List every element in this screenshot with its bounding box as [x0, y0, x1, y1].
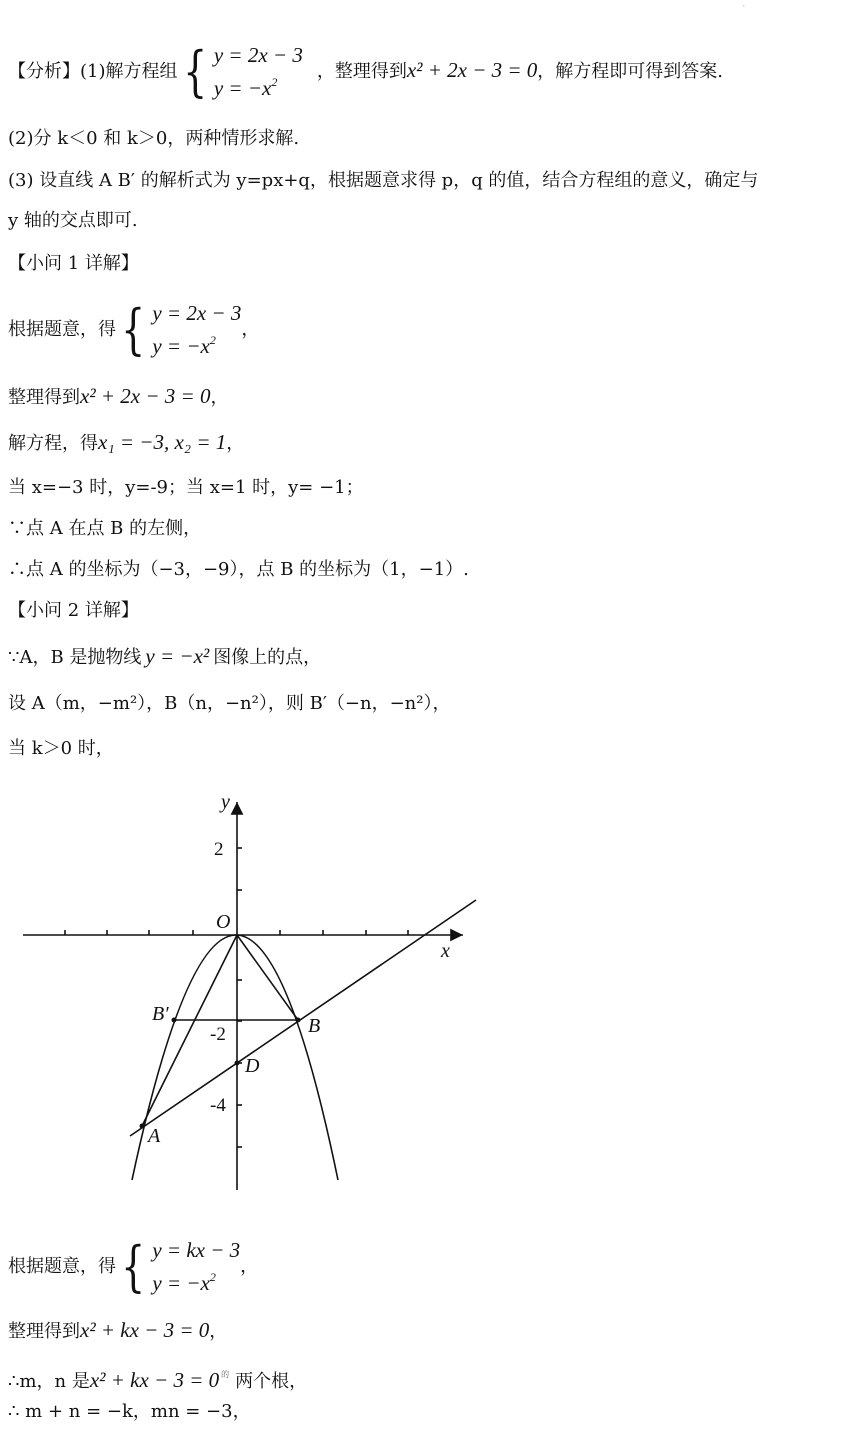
q2-line-6-equation: x² + kx − 3 = 0	[89, 1368, 220, 1392]
q1-line-3-prefix: 解方程，得	[8, 433, 98, 454]
q1-line-2	[8, 384, 228, 410]
q2-line-3: 当 k＞0 时，	[8, 738, 114, 759]
system-row-2: $y = -x^2$	[152, 1270, 216, 1295]
q2-line-6	[8, 1363, 307, 1394]
y-axis-label: y	[221, 791, 230, 813]
q2-line-1-prefix: ∵A，B 是抛物线	[8, 647, 142, 668]
q1-line-5: ∵点 A 在点 B 的左侧，	[8, 518, 202, 539]
q2-line-2: 设 A（m，−m²），B（n，−n²），则 B′（−n，−n²），	[8, 693, 451, 714]
q2-line-4-suffix: ，	[240, 1256, 259, 1277]
analysis-line-4: y 轴的交点即可.	[8, 210, 138, 231]
analysis-line-3: (3) 设直线 A B′ 的解析式为 y=px+q，根据题意求得 p，q 的值，结合方程组的意义，确定与	[8, 170, 759, 191]
parabola-curve	[132, 935, 338, 1180]
q2-line-6-prefix: ∴m，n 是	[8, 1371, 90, 1392]
parabola-figure	[18, 790, 488, 1190]
q1-line-3-suffix: ，	[226, 433, 245, 454]
brace: {	[121, 1235, 146, 1298]
system-row-1: y = 2x − 3	[213, 43, 303, 67]
q1-line-1-suffix: ，	[241, 319, 260, 340]
q1-line-3-equation: x₁ = −3, x₂ = 1	[98, 430, 227, 454]
q2-line-1-suffix: 图像上的点，	[213, 647, 322, 668]
point-b-prime-label: B′	[152, 1003, 169, 1025]
q2-line-5-suffix: ，	[209, 1321, 228, 1342]
q1-line-1	[8, 300, 259, 360]
q1-line-2-prefix: 整理得到	[8, 387, 80, 408]
q1-heading: 【小问 1 详解】	[8, 253, 139, 274]
q2-line-5-prefix: 整理得到	[8, 1321, 80, 1342]
q1-line-2-equation: x² + 2x − 3 = 0	[80, 384, 211, 408]
system-row-2: $y = -x^2$	[213, 75, 278, 100]
equation-system-q1	[116, 300, 241, 360]
brace: {	[182, 40, 207, 103]
q1-line-6: ∴点 A 的坐标为（−3，−9），点 B 的坐标为（1，−1）.	[8, 559, 469, 580]
point-a-label: A	[148, 1125, 161, 1147]
analysis-equation: x² + 2x − 3 = 0	[406, 58, 538, 82]
q2-line-1-equation: y = −x²	[145, 644, 210, 668]
tick-label-neg2: -2	[210, 1024, 226, 1045]
origin-label: O	[216, 911, 231, 933]
segment-ob	[237, 935, 298, 1020]
q2-line-4	[8, 1237, 258, 1297]
tick-label-2: 2	[214, 839, 224, 860]
q1-line-2-suffix: ，	[210, 387, 229, 408]
tick-label-neg4: -4	[210, 1095, 226, 1116]
analysis-prefix: 【分析】(1)解方程组	[8, 61, 178, 82]
q2-line-7: ∴ m + n = −k，mn = −3，	[8, 1401, 251, 1422]
point-b	[296, 1018, 301, 1023]
point-a	[140, 1124, 145, 1129]
q1-line-1-prefix: 根据题意，得	[8, 319, 116, 340]
point-d-label: D	[245, 1055, 260, 1077]
q2-heading: 【小问 2 详解】	[8, 600, 139, 621]
point-b-prime	[172, 1018, 177, 1023]
system-row-1: y = 2x − 3	[152, 301, 242, 325]
analysis-mid: ，整理得到	[316, 61, 407, 82]
system-row-1: y = kx − 3	[152, 1238, 241, 1262]
equation-system-q2	[116, 1237, 240, 1297]
analysis-line-2: (2)分 k＜0 和 k＞0，两种情形求解.	[8, 128, 300, 149]
analysis-line-1	[8, 42, 723, 102]
system-row-2: $y = -x^2$	[152, 333, 216, 358]
brace: {	[121, 298, 146, 361]
q1-line-3	[8, 430, 244, 456]
x-axis-label: x	[441, 940, 450, 962]
q2-line-5	[8, 1318, 227, 1344]
equation-system-1	[178, 42, 303, 102]
q2-line-4-prefix: 根据题意，得	[8, 1256, 116, 1277]
point-b-label: B	[308, 1015, 321, 1037]
q2-line-1	[8, 644, 321, 670]
analysis-suffix: ，解方程即可得到答案.	[537, 61, 724, 82]
q1-line-4: 当 x=−3 时，y=-9；当 x=1 时，y= −1；	[8, 477, 364, 498]
q2-line-6-suffix: 两个根，	[235, 1371, 308, 1392]
q2-line-6-mark: 的	[221, 1370, 230, 1379]
corner-mark: ·	[742, 2, 745, 11]
point-d	[235, 1061, 240, 1066]
q2-line-5-equation: x² + kx − 3 = 0	[80, 1318, 210, 1342]
